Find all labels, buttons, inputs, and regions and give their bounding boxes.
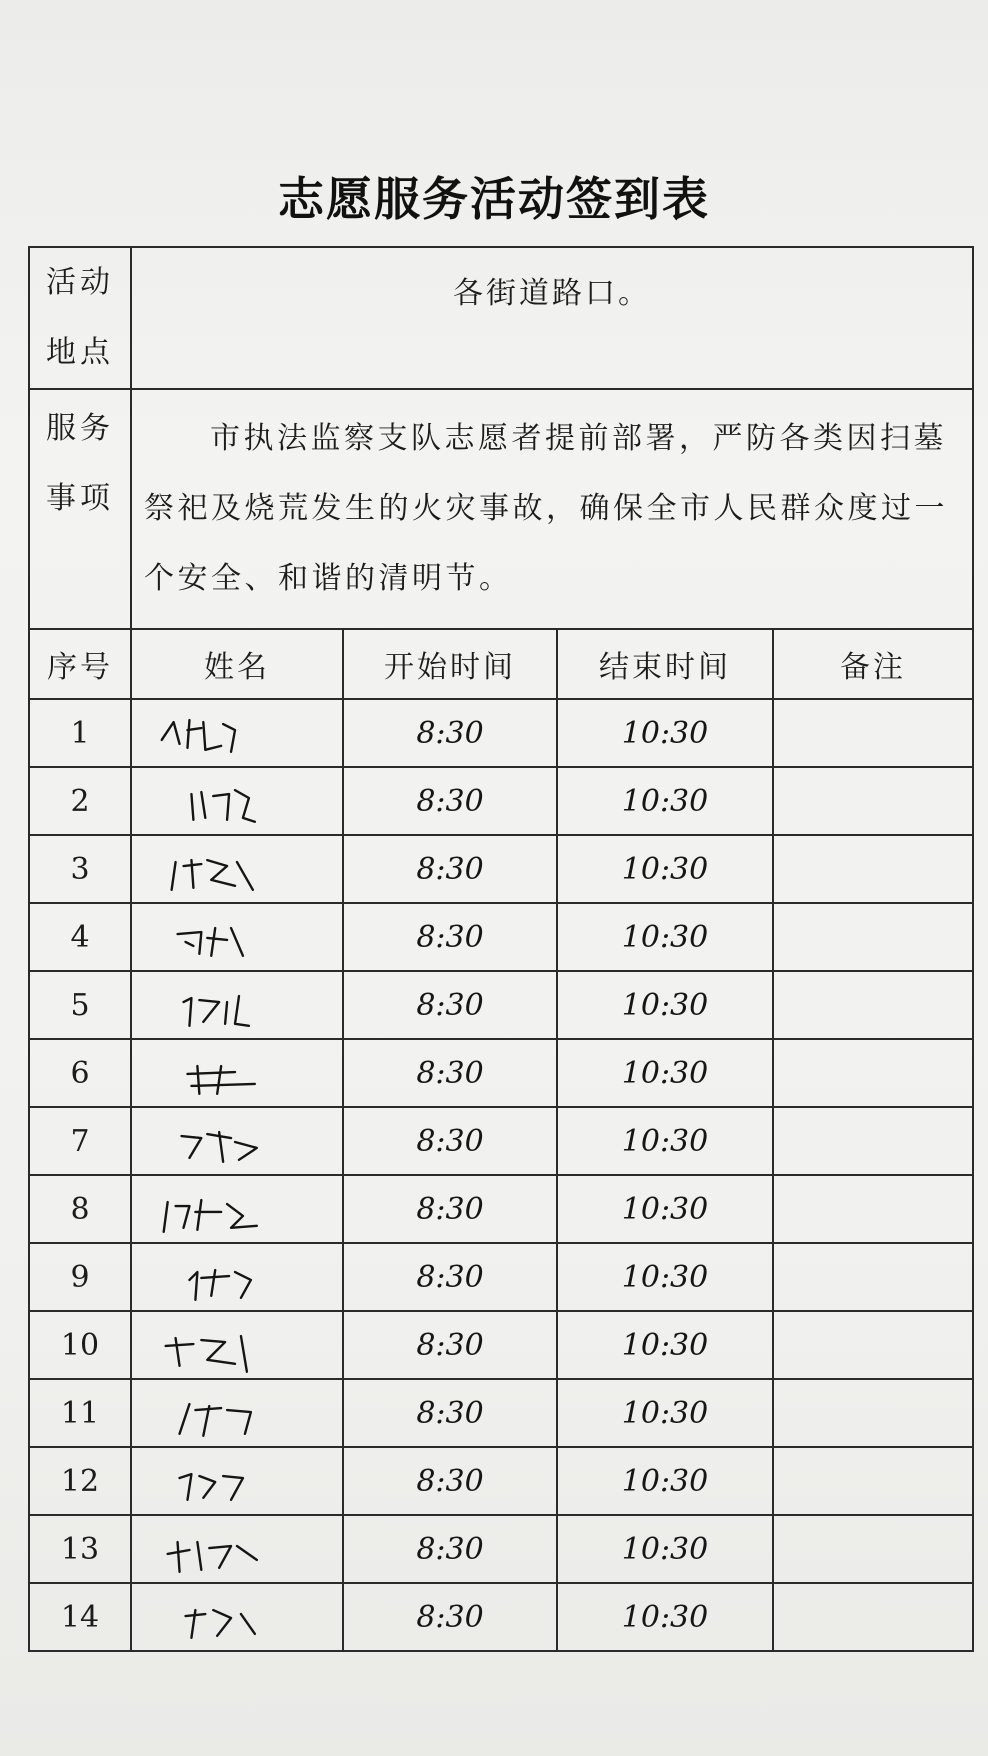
note-cell — [773, 699, 973, 767]
table-row — [29, 1515, 973, 1583]
table-row — [29, 1311, 973, 1379]
note-cell — [773, 835, 973, 903]
col-header-end: 结束时间 — [557, 629, 773, 699]
row-number: 11 — [29, 1379, 131, 1447]
handwritten-signature — [132, 1108, 342, 1174]
row-number: 7 — [29, 1107, 131, 1175]
row-number: 14 — [29, 1583, 131, 1651]
signature-cell — [131, 1515, 343, 1583]
handwritten-signature — [132, 1448, 342, 1514]
row-number: 5 — [29, 971, 131, 1039]
signature-cell — [131, 1175, 343, 1243]
end-time: 10:30 — [557, 1583, 773, 1651]
signature-cell — [131, 1379, 343, 1447]
start-time: 8:30 — [343, 1039, 557, 1107]
table-row — [29, 835, 973, 903]
handwritten-signature — [132, 768, 342, 834]
start-time: 8:30 — [343, 971, 557, 1039]
start-time: 8:30 — [343, 1447, 557, 1515]
note-cell — [773, 1039, 973, 1107]
signature-cell — [131, 699, 343, 767]
table-row — [29, 1583, 973, 1651]
table-row — [29, 971, 973, 1039]
note-cell — [773, 1583, 973, 1651]
end-time: 10:30 — [557, 971, 773, 1039]
note-cell — [773, 1311, 973, 1379]
location-value: 各街道路口。 — [131, 247, 973, 389]
col-header-name: 姓名 — [131, 629, 343, 699]
sign-in-table — [28, 246, 974, 1652]
start-time: 8:30 — [343, 1243, 557, 1311]
signature-cell — [131, 1583, 343, 1651]
start-time: 8:30 — [343, 1311, 557, 1379]
signature-cell — [131, 1039, 343, 1107]
end-time: 10:30 — [557, 1311, 773, 1379]
table-row — [29, 1379, 973, 1447]
start-time: 8:30 — [343, 1107, 557, 1175]
row-number: 6 — [29, 1039, 131, 1107]
end-time: 10:30 — [557, 1447, 773, 1515]
end-time: 10:30 — [557, 1039, 773, 1107]
handwritten-signature — [132, 1516, 342, 1582]
col-header-number: 序号 — [29, 629, 131, 699]
note-cell — [773, 1447, 973, 1515]
start-time: 8:30 — [343, 699, 557, 767]
row-number: 1 — [29, 699, 131, 767]
handwritten-signature — [132, 1176, 342, 1242]
table-row — [29, 1175, 973, 1243]
start-time: 8:30 — [343, 767, 557, 835]
end-time: 10:30 — [557, 1515, 773, 1583]
handwritten-signature — [132, 1312, 342, 1378]
row-number: 9 — [29, 1243, 131, 1311]
table-row — [29, 767, 973, 835]
start-time: 8:30 — [343, 1379, 557, 1447]
table-row — [29, 699, 973, 767]
note-cell — [773, 903, 973, 971]
end-time: 10:30 — [557, 767, 773, 835]
row-number: 13 — [29, 1515, 131, 1583]
table-row — [29, 1447, 973, 1515]
service-row — [29, 389, 973, 629]
handwritten-signature — [132, 972, 342, 1038]
end-time: 10:30 — [557, 903, 773, 971]
row-number: 3 — [29, 835, 131, 903]
note-cell — [773, 1379, 973, 1447]
service-label: 服务 事项 — [29, 389, 131, 629]
start-time: 8:30 — [343, 1583, 557, 1651]
sign-in-rows — [29, 699, 973, 1651]
end-time: 10:30 — [557, 1243, 773, 1311]
table-row — [29, 1243, 973, 1311]
row-number: 10 — [29, 1311, 131, 1379]
handwritten-signature — [132, 836, 342, 902]
note-cell — [773, 1243, 973, 1311]
handwritten-signature — [132, 1584, 342, 1650]
table-row — [29, 1039, 973, 1107]
note-cell — [773, 1175, 973, 1243]
signature-cell — [131, 1311, 343, 1379]
col-header-note: 备注 — [773, 629, 973, 699]
end-time: 10:30 — [557, 699, 773, 767]
row-number: 12 — [29, 1447, 131, 1515]
table-row — [29, 903, 973, 971]
end-time: 10:30 — [557, 1107, 773, 1175]
row-number: 4 — [29, 903, 131, 971]
note-cell — [773, 1107, 973, 1175]
handwritten-signature — [132, 904, 342, 970]
signature-cell — [131, 767, 343, 835]
signature-cell — [131, 903, 343, 971]
signature-cell — [131, 1243, 343, 1311]
end-time: 10:30 — [557, 1175, 773, 1243]
note-cell — [773, 1515, 973, 1583]
row-number: 2 — [29, 767, 131, 835]
note-cell — [773, 767, 973, 835]
location-row — [29, 247, 973, 389]
service-description: 市执法监察支队志愿者提前部署，严防各类因扫墓祭祀及烧荒发生的火灾事故，确保全市人民群众度过一个安全、和谐的清明节。 — [131, 389, 973, 629]
signature-cell — [131, 835, 343, 903]
handwritten-signature — [132, 700, 342, 766]
handwritten-signature — [132, 1380, 342, 1446]
signature-cell — [131, 1447, 343, 1515]
signature-cell — [131, 971, 343, 1039]
start-time: 8:30 — [343, 835, 557, 903]
start-time: 8:30 — [343, 903, 557, 971]
end-time: 10:30 — [557, 835, 773, 903]
end-time: 10:30 — [557, 1379, 773, 1447]
col-header-start: 开始时间 — [343, 629, 557, 699]
signature-cell — [131, 1107, 343, 1175]
header-row — [29, 629, 973, 699]
handwritten-signature — [132, 1244, 342, 1310]
location-label: 活动 地点 — [29, 247, 131, 389]
note-cell — [773, 971, 973, 1039]
start-time: 8:30 — [343, 1175, 557, 1243]
handwritten-signature — [132, 1040, 342, 1106]
start-time: 8:30 — [343, 1515, 557, 1583]
sheet-title: 志愿服务活动签到表 — [278, 172, 710, 226]
row-number: 8 — [29, 1175, 131, 1243]
table-row — [29, 1107, 973, 1175]
